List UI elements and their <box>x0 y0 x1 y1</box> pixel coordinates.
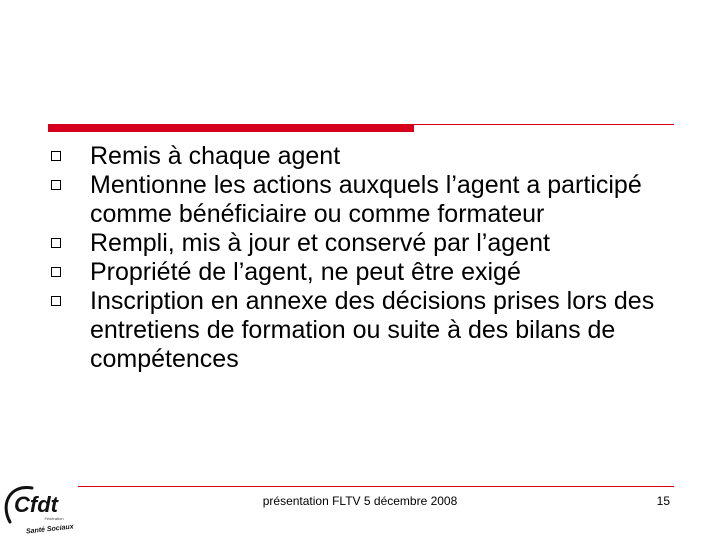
square-bullet-icon <box>51 296 61 306</box>
square-bullet-icon <box>51 151 61 161</box>
bullet-text: Rempli, mis à jour et conservé par l’agent <box>90 229 550 257</box>
title-rule-thick <box>48 124 414 132</box>
square-bullet-icon <box>51 238 61 248</box>
bullet-item <box>50 287 680 374</box>
bullet-text: Remis à chaque agent <box>90 142 341 170</box>
bullet-list <box>50 142 680 374</box>
square-bullet-icon <box>51 267 61 277</box>
title-rule-thin <box>414 124 674 125</box>
logo-tagline: Santé Sociaux <box>25 523 74 536</box>
page-number: 15 <box>656 494 670 508</box>
bullet-item <box>50 258 680 287</box>
logo-mark: Cfdt <box>14 492 58 517</box>
cfdt-logo <box>2 478 74 538</box>
bullet-item <box>50 142 680 171</box>
bullet-item <box>50 171 680 229</box>
bullet-text: Mentionne les actions auxquels l’agent a participé comme bénéficiaire ou comme formateur <box>90 171 642 228</box>
bullet-text: Inscription en annexe des décisions prises lors des entretiens de formation ou suite à des bilans de compétences <box>90 287 655 373</box>
square-bullet-icon <box>51 180 61 190</box>
bullet-text: Propriété de l’agent, ne peut être exigé <box>90 258 521 286</box>
logo-smallprint: Fédération <box>44 516 64 521</box>
footer-text: présentation FLTV 5 décembre 2008 <box>262 494 458 508</box>
footer-rule <box>78 486 674 487</box>
bullet-item <box>50 229 680 258</box>
